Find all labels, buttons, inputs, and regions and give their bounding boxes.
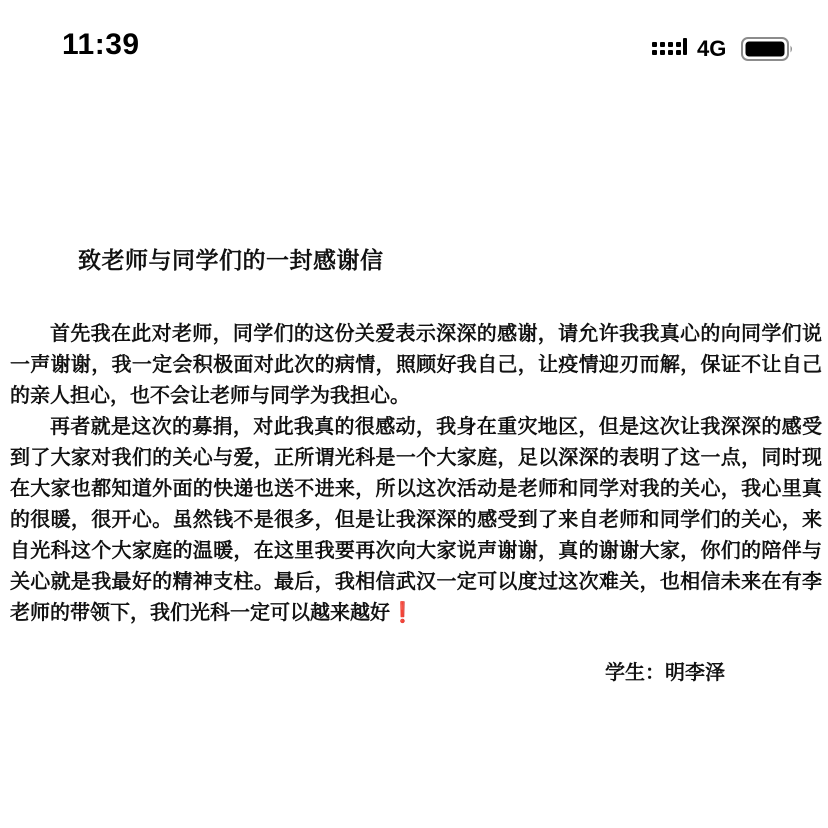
status-time: 11:39: [62, 28, 140, 61]
network-type: 4G: [697, 36, 727, 61]
battery-icon: [741, 36, 795, 62]
status-bar: [0, 0, 828, 100]
letter-signature: 学生：明李泽: [605, 660, 725, 684]
letter-body: [10, 318, 822, 628]
exclamation-icon: ❗: [390, 600, 415, 624]
letter-paragraph-2-text: 再者就是这次的募捐，对此我真的很感动，我身在重灾地区，但是这次让我深深的感受到了大家对我们的关心与爱，正所谓光科是一个大家庭，足以深深的表明了这一点，同时现在大家也都知道外面的快递也送不进来，所以这次活动是老师和同学对我的关心，我心里真的很暖，很开心。虽然钱不是很多，但是让我深深的感受到了来自老师和同学们的关心，来自光科这个大家庭的温暖，在这里我要再次向大家说声谢谢，真的谢谢大家，你们的陪伴与关心就是我最好的精神支柱。最后，我相信武汉一定可以度过这次难关，也相信未来在有李老师的带领下，我们光科一定可以越来越好: [10, 414, 822, 624]
cellular-signal-icon: [652, 36, 688, 60]
letter-paragraph-1: 首先我在此对老师，同学们的这份关爱表示深深的感谢，请允许我我真心的向同学们说一声谢谢，我一定会积极面对此次的病情，照顾好我自己，让疫情迎刃而解，保证不让自己的亲人担心，也不会让老师与同学为我担心。: [10, 321, 822, 407]
letter-title: 致老师与同学们的一封感谢信: [78, 248, 384, 274]
letter-paragraph-2: [10, 411, 822, 628]
